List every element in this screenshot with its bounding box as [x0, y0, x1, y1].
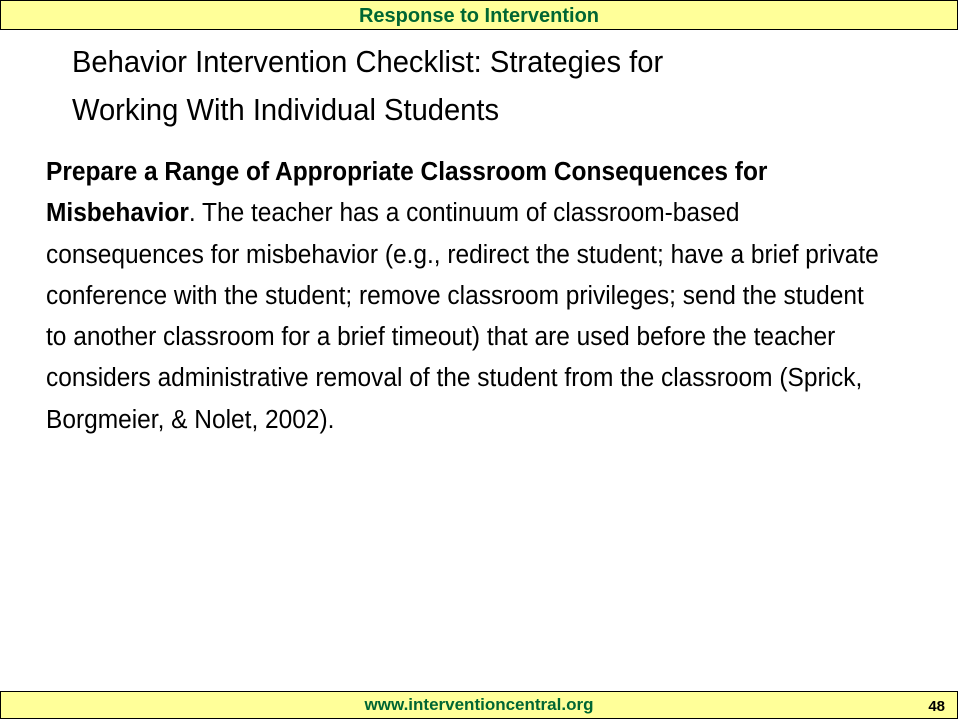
page-number: 48 — [928, 698, 945, 715]
body-main-text: . The teacher has a continuum of classroom-based consequences for misbehavior (e.g., redirect the student; have a brief private conference with the student; remove classroom privileges; send the student to another classroom for a brief timeout) that are used before the teacher considers administrative removal of the student from the classroom (Sprick, Borgmeier, & Nolet, 2002). — [46, 199, 879, 434]
footer-url-link[interactable]: www.interventioncentral.org — [364, 695, 594, 714]
body-paragraph — [46, 152, 891, 441]
header-banner — [0, 0, 958, 30]
body-lead-text: Prepare a Range of Appropriate Classroom Consequences for Misbehavior — [46, 158, 768, 228]
slide-title — [72, 38, 786, 134]
header-banner-text: Response to Intervention — [358, 5, 600, 27]
slide-title-line-1: Behavior Intervention Checklist: Strategies for — [72, 44, 664, 79]
footer-banner — [0, 691, 958, 719]
slide-title-line-2: Working With Individual Students — [72, 92, 500, 127]
